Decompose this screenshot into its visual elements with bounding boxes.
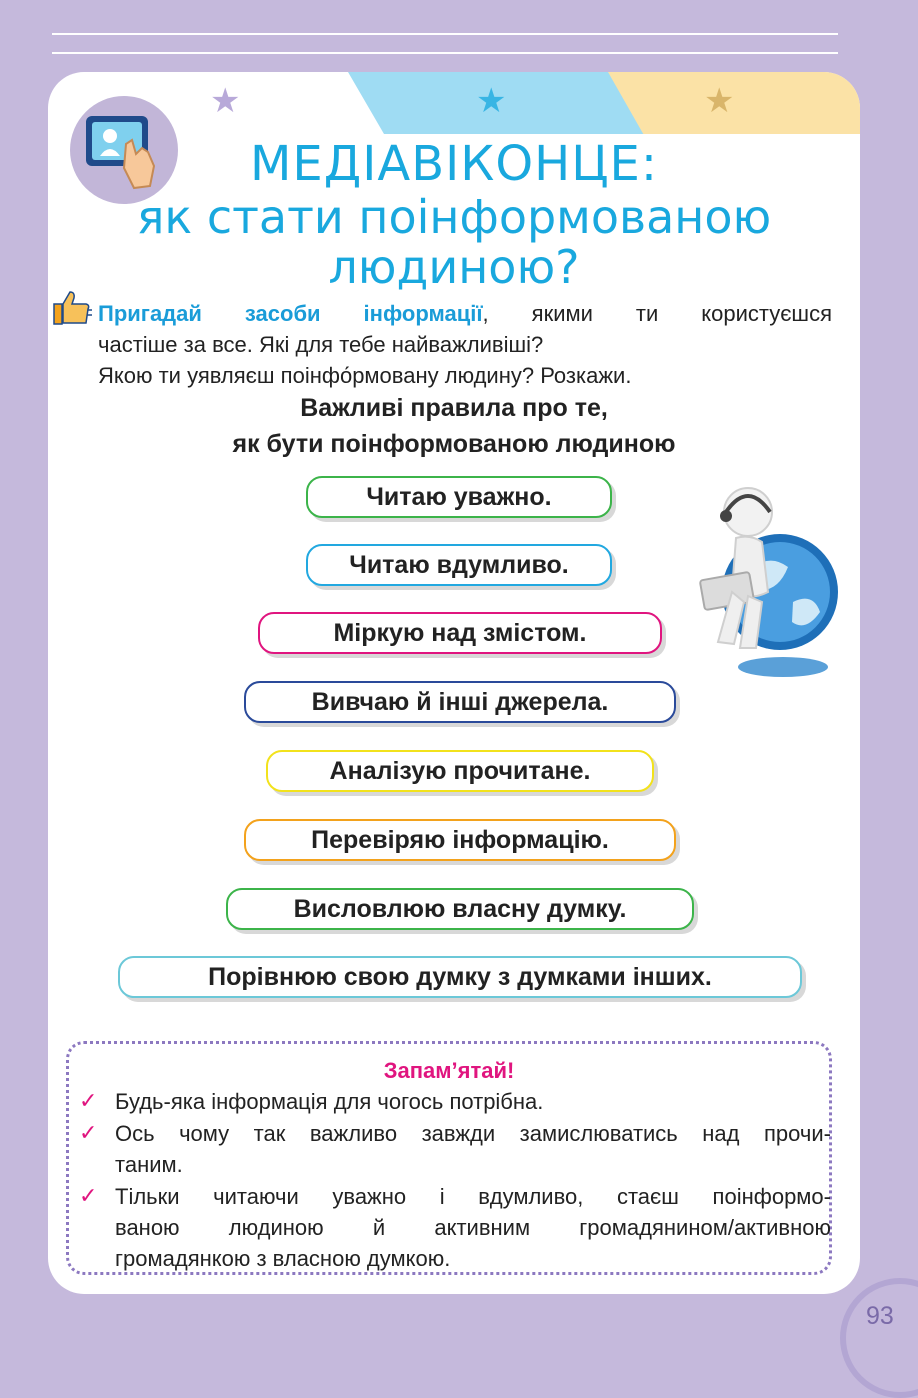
intro-line-3: Якою ти уявляєш поінфо́рмовану людину? Розкажи.	[98, 363, 632, 388]
checkmark-icon: ✓	[79, 1184, 98, 1209]
rules-heading-2: як бути поінформованою людиною	[232, 430, 676, 458]
rule-pill: Висловлюю власну думку.	[226, 888, 694, 930]
rules-heading-1: Важливі правила про те,	[300, 394, 608, 422]
remember-item-text: таним.	[115, 1152, 183, 1177]
intro-highlight: Пригадай засоби інформації	[98, 301, 483, 326]
remember-title: Запам’ятай!	[383, 1058, 515, 1083]
title-line-3: людиною?	[328, 240, 580, 294]
star-icon: ★	[210, 81, 241, 121]
title-line-2: як стати поінформованою	[136, 190, 772, 244]
remember-item	[79, 1086, 831, 1117]
checkmark-icon: ✓	[79, 1121, 98, 1146]
content-card	[48, 72, 860, 1294]
page-number: 93	[866, 1302, 894, 1330]
intro-line-1: , якими ти користуєшся	[482, 301, 832, 326]
rule-pill: Міркую над змістом.	[258, 612, 662, 654]
rule-pill: Читаю вдумливо.	[306, 544, 612, 586]
top-rule-2	[52, 52, 838, 54]
star-icon: ★	[704, 81, 735, 121]
rule-pill: Аналізую прочитане.	[266, 750, 654, 792]
remember-item	[79, 1181, 831, 1274]
top-rule-1	[52, 33, 838, 35]
title-line-1: МЕДІАВІКОНЦЕ:	[249, 136, 659, 192]
remember-item-text: Будь-яка інформація для чогось потрібна.	[115, 1089, 544, 1114]
remember-item	[79, 1118, 831, 1180]
remember-item-text: Ось чому так важливо завжди замислюватись над прочи-	[115, 1121, 831, 1146]
intro-text	[98, 298, 832, 391]
checkmark-icon: ✓	[79, 1089, 98, 1114]
rule-pill: Порівнюю свою думку з думками інших.	[118, 956, 802, 998]
rule-pill: Перевіряю інформацію.	[244, 819, 676, 861]
remember-box	[66, 1041, 832, 1275]
remember-item-text: громадянкою з власною думкою.	[115, 1246, 451, 1271]
rule-pill: Вивчаю й інші джерела.	[244, 681, 676, 723]
remember-item-text: ваною людиною й активним громадянином/активною	[115, 1215, 831, 1240]
person-laptop-globe-illustration	[688, 472, 838, 682]
remember-item-text: Тільки читаючи уважно і вдумливо, стаєш поінформо-	[115, 1184, 831, 1209]
thumbs-up-icon	[52, 290, 92, 326]
page-corner-decoration	[840, 1278, 918, 1398]
intro-line-2: частіше за все. Які для тебе найважливіші?	[98, 332, 544, 357]
rule-pill: Читаю уважно.	[306, 476, 612, 518]
star-icon: ★	[476, 81, 507, 121]
